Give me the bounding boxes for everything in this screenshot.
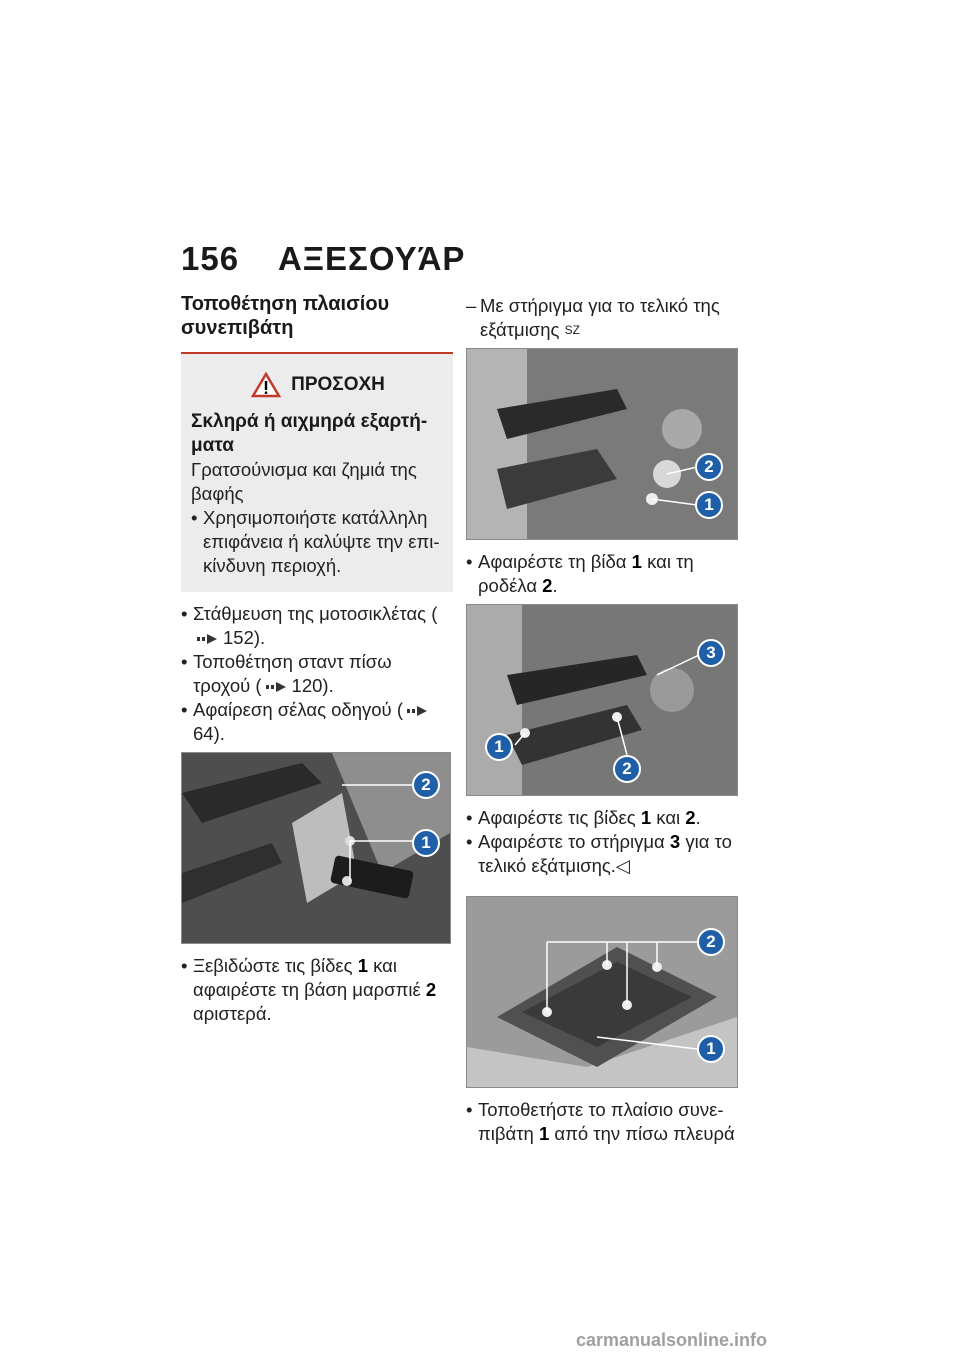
callout-2: 2	[412, 771, 440, 799]
exhaust-photo-2	[466, 604, 738, 796]
exhaust-photo-1	[466, 348, 738, 540]
step-seat: • Αφαίρεση σέλας οδηγού (64).	[181, 698, 453, 746]
callout-3: 3	[697, 639, 725, 667]
page-header	[181, 240, 465, 278]
step-install-frame: • Τοποθετήστε το πλαίσιο συνε-πιβάτη 1 από την πίσω πλευρά	[466, 1099, 735, 1144]
warning-header	[191, 372, 445, 398]
left-column	[181, 292, 453, 1026]
step-remove-footrest: • Ξεβιδώστε τις βίδες 1 και αφαιρέστε τη βάση μαρσπιέ 2 αριστερά.	[181, 955, 437, 1024]
frame-illustration	[467, 897, 737, 1087]
sz-superscript: SZ	[564, 323, 580, 337]
footrest-photo	[181, 752, 451, 944]
step-remove-bracket: • Αφαιρέστε το στήριγμα 3 για το τελικό εξάτμισης.◁	[466, 831, 732, 876]
callout-2: 2	[695, 453, 723, 481]
page-ref-arrow-icon	[266, 681, 288, 693]
watermark: carmanualsonline.info	[576, 1330, 768, 1350]
callout-1: 1	[485, 733, 513, 761]
callout-2: 2	[613, 755, 641, 783]
page-ref-arrow-icon	[197, 633, 219, 645]
warning-bullet: • Χρησιμοποιήστε κατάλληλη επιφάνεια ή καλύψτε την επι-κίνδυνη περιοχή.	[191, 507, 440, 576]
chapter-title: ΑΞΕΣΟΥΆΡ	[277, 240, 466, 277]
frame-photo	[466, 896, 738, 1088]
footrest-illustration	[182, 753, 450, 943]
right-column	[466, 294, 738, 1146]
page-ref[interactable]: 120	[291, 675, 323, 696]
exhaust-illustration-2	[467, 605, 737, 795]
section-title: Τοποθέτηση πλαισίου συνεπιβάτη	[181, 293, 390, 339]
warning-title: Σκληρά ή αιχμηρά εξαρτή-ματα	[191, 411, 428, 456]
warning-text: Γρατσούνισμα και ζημιά της βαφής	[191, 459, 417, 504]
callout-1: 1	[697, 1035, 725, 1063]
page-number: 156	[181, 240, 240, 277]
step-remove-screw: • Αφαιρέστε τη βίδα 1 και τη ροδέλα 2.	[466, 551, 694, 596]
callout-1: 1	[412, 829, 440, 857]
page-ref[interactable]: 152	[223, 627, 254, 648]
step-remove-screws: • Αφαιρέστε τις βίδες 1 και 2.	[466, 807, 701, 828]
page-ref[interactable]: 64	[193, 723, 214, 744]
callout-1: 1	[695, 491, 723, 519]
step-stand: • Τοποθέτηση σταντ πίσω τροχού ( 120).	[181, 651, 392, 696]
page-ref-arrow-icon	[407, 705, 429, 717]
warning-triangle-icon	[251, 372, 281, 398]
step-park: • Στάθμευση της μοτοσικλέτας (152).	[181, 603, 438, 648]
callout-2: 2	[697, 928, 725, 956]
warning-box	[181, 354, 453, 592]
warning-label: ΠΡΟΣΟΧΗ	[291, 374, 385, 395]
dash-item: – Με στήριγμα για το τελικό της εξάτμισης $^{SZ}$	[466, 295, 720, 340]
